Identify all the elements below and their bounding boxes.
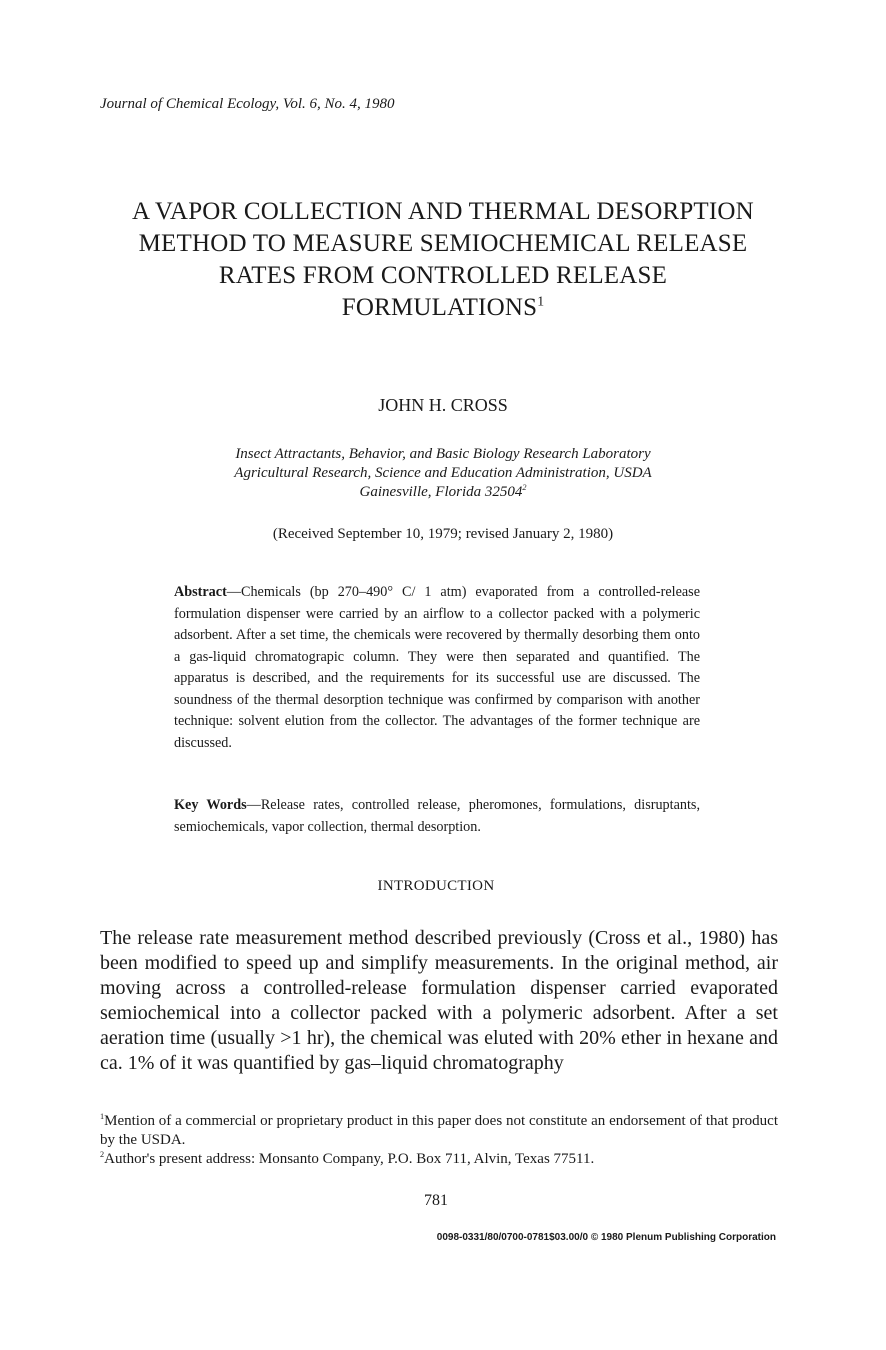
- footnote-2: [100, 1150, 778, 1169]
- copyright-line: 0098-0331/80/0700-0781$03.00/0 © 1980 Plenum Publishing Corporation: [436, 1232, 776, 1243]
- abstract-label: Abstract: [174, 584, 227, 600]
- section-heading-introduction: INTRODUCTION: [377, 878, 495, 894]
- title-footnote-marker: 1: [537, 293, 545, 309]
- abstract-text: —Chemicals (bp 270–490° C/ 1 atm) evaporated from a controlled-release formulation dispenser were carried by an airflow to a collector packed with a polymeric adsorbent. After a set time, the chemicals were recovered by thermally desorbing them onto a gas-liquid chromatograpic column. They were then separated and quantified. The apparatus is described, and the requirements for its successful use are discussed. The soundness of the thermal desorption technique was confirmed by comparison with another technique: solvent elution from the collector. The advantages of the former technique are discussed.: [174, 584, 700, 751]
- affiliation-footnote-marker: 2: [522, 483, 527, 492]
- keywords: [174, 795, 700, 838]
- footnotes: [100, 1112, 778, 1169]
- abstract: [174, 582, 700, 754]
- footnote-1: [100, 1112, 778, 1150]
- title-line-text: FORMULATIONS: [341, 294, 538, 321]
- received-dates: (Received September 10, 1979; revised January 2, 1980): [272, 526, 614, 542]
- footnote-marker: 2: [100, 1150, 105, 1159]
- footnote-marker: 1: [100, 1112, 105, 1121]
- introduction-body: The release rate measurement method described previously (Cross et al., 1980) has been modified to speed up and simplify measurements. In the original method, air moving across a controlled-release formulation dispenser carried evaporated semiochemical into a collector packed with a polymeric adsorbent. After a set aeration time (usually >1 hr), the chemical was eluted with 20% ether in hexane and ca. 1% of it was quantified by gas–liquid chromatography: [100, 927, 778, 1074]
- title-line: [60, 292, 826, 324]
- keywords-text: —Release rates, controlled release, pheromones, formulations, disruptants, semiochemicals, vapor collection, thermal desorption.: [174, 797, 700, 835]
- journal-citation: Journal of Chemical Ecology, Vol. 6, No. 4, 1980: [100, 96, 395, 112]
- title-line: METHOD TO MEASURE SEMIOCHEMICAL RELEASE: [138, 230, 748, 257]
- affiliation-line: Agricultural Research, Science and Education Administration, USDA: [234, 465, 652, 481]
- paper-title: [60, 196, 826, 324]
- author-name: JOHN H. CROSS: [378, 395, 508, 415]
- affiliation-location: Gainesville, Florida 32504: [359, 484, 523, 500]
- affiliation-line: [100, 483, 786, 502]
- title-line: RATES FROM CONTROLLED RELEASE: [218, 262, 668, 289]
- affiliation-line: Insect Attractants, Behavior, and Basic Biology Research Laboratory: [235, 446, 651, 462]
- title-line: A VAPOR COLLECTION AND THERMAL DESORPTION: [132, 198, 754, 225]
- page-number: 781: [424, 1192, 448, 1209]
- affiliation: [100, 445, 786, 502]
- footnote-text: Mention of a commercial or proprietary product in this paper does not constitute an endorsement of that product by the USDA.: [100, 1113, 778, 1148]
- keywords-label: Key Words: [174, 797, 247, 813]
- footnote-text: Author's present address: Monsanto Company, P.O. Box 711, Alvin, Texas 77511.: [104, 1151, 595, 1167]
